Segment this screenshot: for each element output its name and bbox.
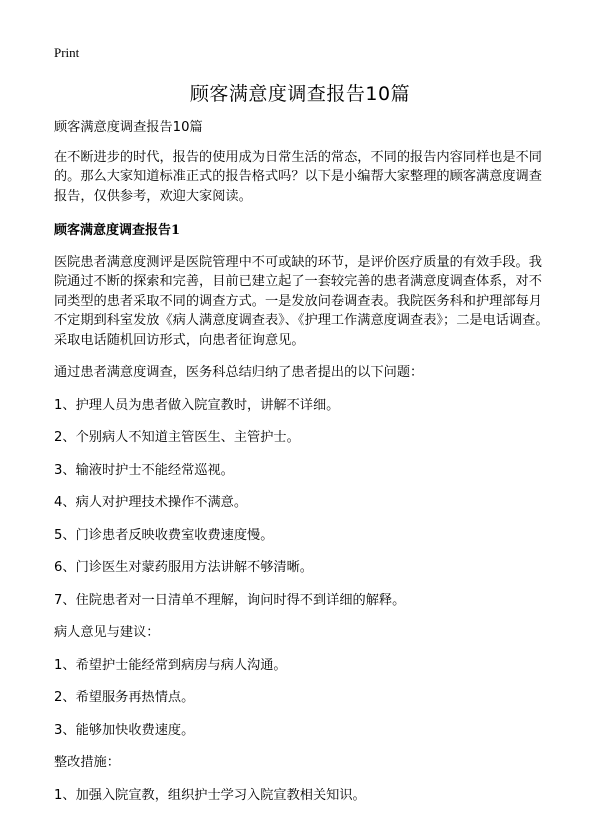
intro-paragraph: 在不断进步的时代，报告的使用成为日常生活的常态，不同的报告内容同样也是不同的。那么大家知道标准正式的报告格式吗？以下是小编帮大家整理的顾客满意度调查报告，仅供参考，欢迎大家阅读。 (54, 149, 542, 204)
suggestion-list-item: 2、希望服务再热情点。 (54, 690, 195, 705)
document-body (54, 118, 554, 818)
body-paragraph: 通过患者满意度调查，医务科总结归纳了患者提出的以下问题： (54, 365, 424, 380)
page-title: 顾客满意度调查报告10篇 (189, 83, 411, 105)
problem-list-item: 3、输液时护士不能经常巡视。 (54, 462, 234, 478)
suggestions-heading: 病人意见与建议： (54, 625, 160, 640)
problem-list-item: 6、门诊医生对蒙药服用方法讲解不够清晰。 (54, 560, 313, 575)
document-subtitle: 顾客满意度调查报告10篇 (54, 120, 203, 135)
suggestion-list-item: 3、能够加快收费速度。 (54, 722, 195, 738)
problem-list-item: 1、护理人员为患者做入院宣教时，讲解不详细。 (54, 397, 340, 413)
suggestion-list-item: 1、希望护士能经常到病房与病人沟通。 (54, 657, 287, 673)
problem-list-item: 2、个别病人不知道主管医生、主管护士。 (54, 430, 300, 445)
measure-list-item: 1、加强入院宣教，组织护士学习入院宣教相关知识。 (54, 787, 366, 803)
body-paragraph: 医院患者满意度测评是医院管理中不可或缺的环节，是评价医疗质量的有效手段。我院通过不断的探索和完善，目前已建立起了一套较完善的患者满意度调查体系，对不同类型的患者采取不同的调查方式。一是发放问卷调查表。我院医务科和护理部每月不定期到科室发放《病人满意度调查表》、《护理工作满意度调查表》；二是电话调查。采取电话随机回访形式，向患者征询意见。 (54, 254, 549, 348)
problem-list-item: 4、病人对护理技术操作不满意。 (54, 495, 248, 510)
problem-list-item: 5、门诊患者反映收费室收费速度慢。 (54, 527, 274, 543)
problem-list-item: 7、住院患者对一日清单不理解，询问时得不到详细的解释。 (54, 592, 406, 608)
section-heading: 顾客满意度调查报告1 (54, 223, 181, 238)
measures-heading: 整改措施： (54, 755, 120, 770)
print-link[interactable]: Print (54, 45, 80, 60)
